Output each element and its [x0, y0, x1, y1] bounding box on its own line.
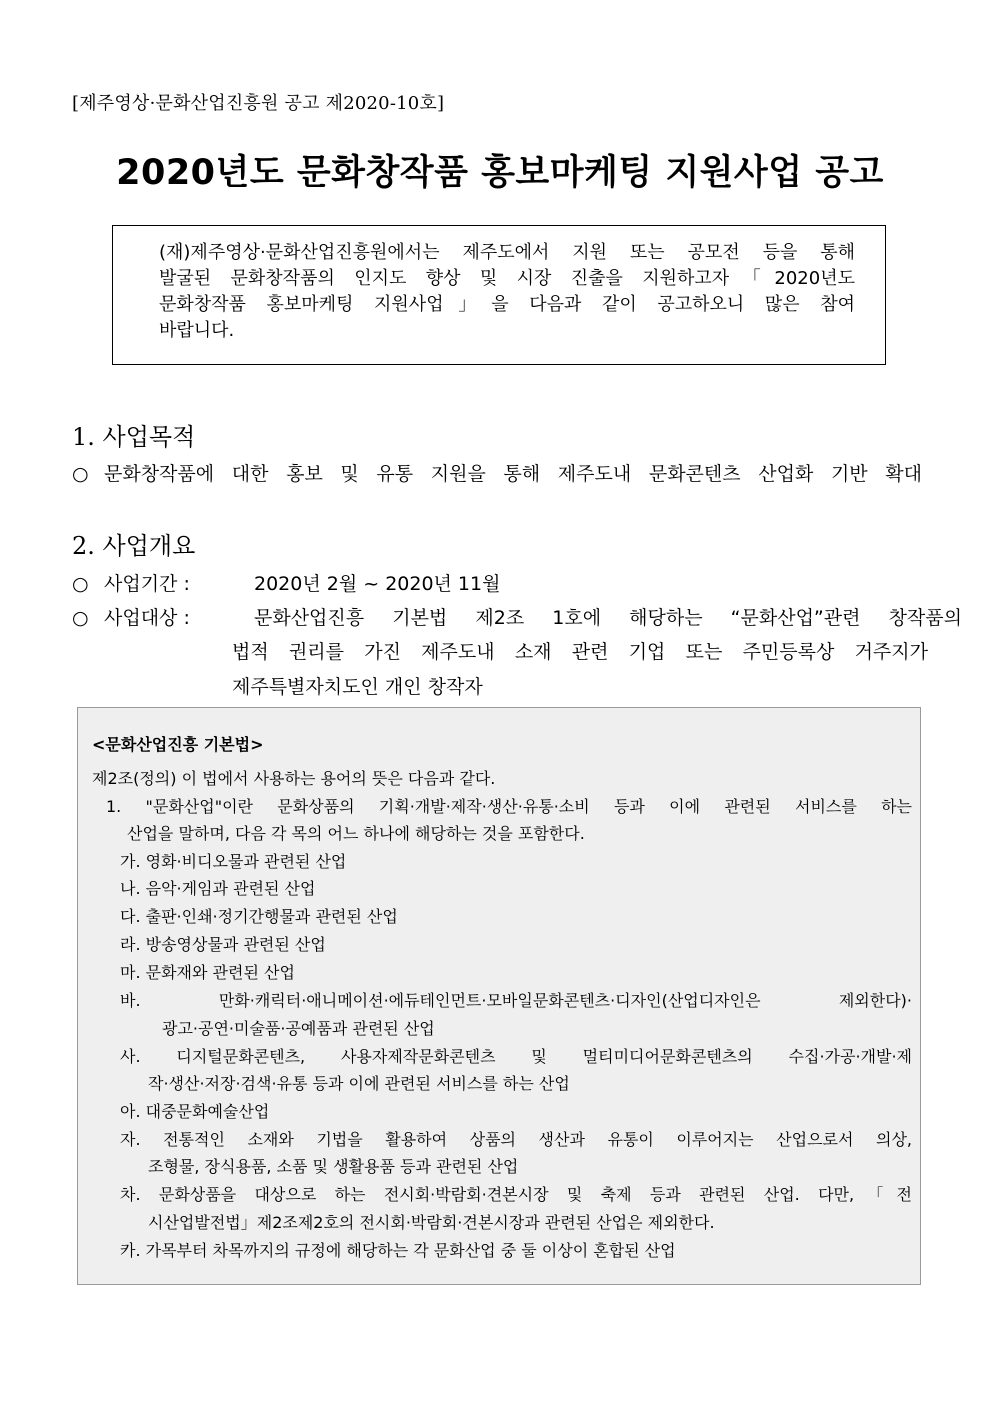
law-subitem: 다. 출판·인쇄·정기간행물과 관련된 산업 — [120, 907, 398, 926]
bullet-icon: ○ — [72, 463, 89, 485]
intro-line: 바랍니다. — [159, 320, 235, 341]
bullet-icon: ○ — [72, 573, 89, 595]
intro-line: 문화창작품 홍보마케팅 지원사업」을 다음과 같이 공고하오니 많은 참여 — [159, 294, 855, 315]
law-subitem-cont: 광고·공연·미술품·공예품과 관련된 산업 — [162, 1019, 435, 1038]
law-subitem: 아. 대중문화예술산업 — [120, 1102, 270, 1121]
law-subitem: 자. 전통적인 소재와 기법을 활용하여 상품의 생산과 유통이 이루어지는 산업으로서 의상, — [120, 1130, 912, 1149]
law-subitem: 카. 가목부터 차목까지의 규정에 해당하는 각 문화산업 중 둘 이상이 혼합된 산업 — [120, 1241, 676, 1260]
target-bullet-row — [72, 603, 962, 630]
intro-line: 발굴된 문화창작품의 인지도 향상 및 시장 진출을 지원하고자「2020년도 — [159, 268, 855, 289]
law-item-1: 1. "문화산업"이란 문화상품의 기획·개발·제작·생산·유통·소비 등과 이에 관련된 서비스를 하는 — [106, 797, 912, 816]
law-subitem: 가. 영화·비디오물과 관련된 산업 — [120, 852, 347, 871]
law-subitem-cont: 조형물, 장식용품, 소품 및 생활용품 등과 관련된 산업 — [148, 1157, 519, 1176]
law-subitem: 나. 음악·게임과 관련된 산업 — [120, 879, 316, 898]
target-label: 사업대상 : — [104, 607, 190, 629]
target-line: 제주특별자치도인 개인 창작자 — [232, 676, 483, 698]
law-subitem: 라. 방송영상물과 관련된 산업 — [120, 935, 326, 954]
purpose-text: 문화창작품에 대한 홍보 및 유통 지원을 통해 제주도내 문화콘텐츠 산업화 기반 확대 — [104, 463, 922, 485]
law-item-1-cont: 산업을 말하며, 다음 각 목의 어느 하나에 해당하는 것을 포함한다. — [127, 824, 585, 843]
law-subitem: 마. 문화재와 관련된 산업 — [120, 963, 295, 982]
page-title: 2020년도 문화창작품 홍보마케팅 지원사업 공고 — [116, 153, 884, 193]
law-subitem-cont: 시산업발전법」제2조제2호의 전시회·박람회·견본시장과 관련된 산업은 제외한다. — [148, 1213, 715, 1232]
law-subitem: 바. 만화·캐릭터·애니메이션·에듀테인먼트·모바일문화콘텐츠·디자인(산업디자인은 제외한다)· — [120, 991, 912, 1010]
intro-line: (재)제주영상·문화산업진흥원에서는 제주도에서 지원 또는 공모전 등을 통해 — [159, 242, 855, 263]
section-1-heading: 1. 사업목적 — [72, 423, 196, 451]
law-excerpt-box — [77, 707, 921, 1285]
section-2-heading: 2. 사업개요 — [72, 532, 196, 560]
law-article: 제2조(정의) 이 법에서 사용하는 용어의 뜻은 다음과 같다. — [92, 769, 496, 788]
bullet-icon: ○ — [72, 607, 89, 629]
target-line: 문화산업진흥 기본법 제2조 1호에 해당하는 “문화산업”관련 창작품의 — [254, 607, 962, 629]
period-bullet-row — [72, 569, 500, 596]
law-title: <문화산업진흥 기본법> — [92, 735, 264, 754]
period-label: 사업기간 : — [104, 573, 190, 595]
law-subitem: 사. 디지털문화콘텐츠, 사용자제작문화콘텐츠 및 멀티미디어문화콘텐츠의 수집·가공·개발·제 — [120, 1047, 912, 1066]
purpose-bullet-row — [72, 459, 922, 486]
target-line: 법적 권리를 가진 제주도내 소재 관련 기업 또는 주민등록상 거주지가 — [232, 641, 928, 663]
intro-box — [112, 225, 886, 365]
period-value: 2020년 2월 ~ 2020년 11월 — [254, 573, 501, 595]
notice-number: [제주영상·문화산업진흥원 공고 제2020-10호] — [72, 93, 445, 114]
law-subitem-cont: 작·생산·저장·검색·유통 등과 이에 관련된 서비스를 하는 산업 — [148, 1074, 570, 1093]
law-subitem: 차. 문화상품을 대상으로 하는 전시회·박람회·견본시장 및 축제 등과 관련된 산업. 다만,「전 — [120, 1185, 912, 1204]
